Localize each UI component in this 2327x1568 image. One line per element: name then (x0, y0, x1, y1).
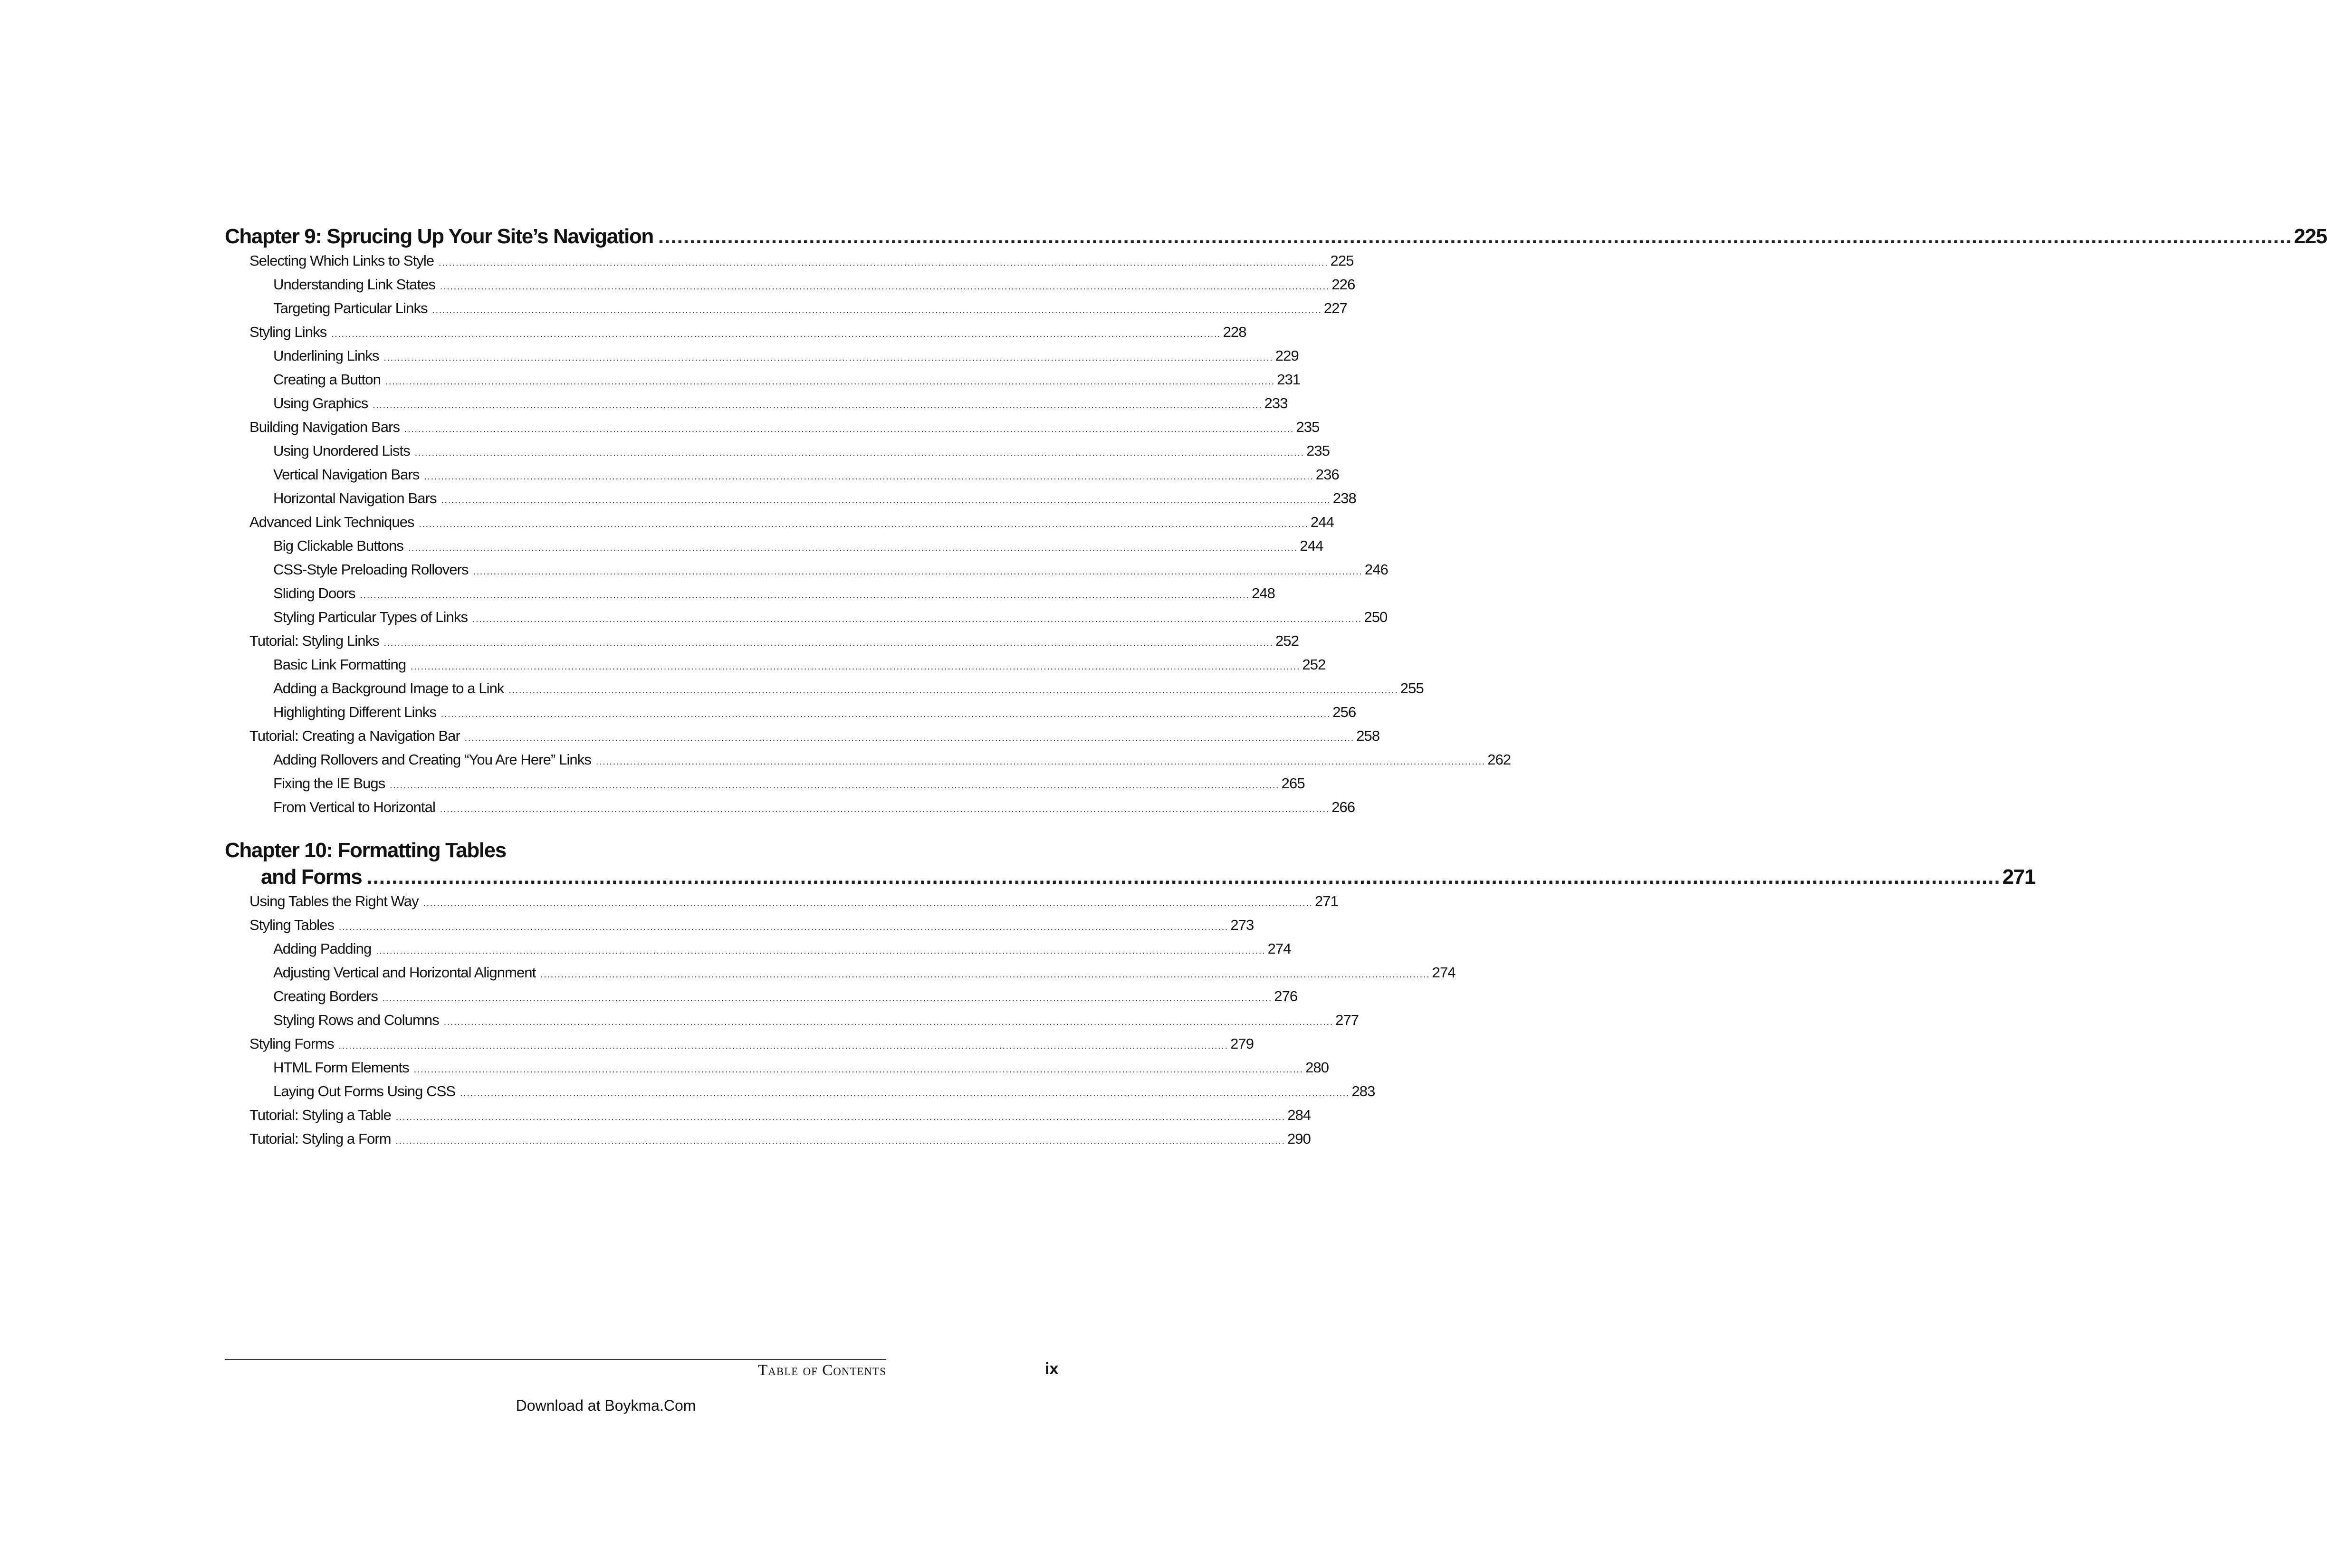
dot-leader: .................................................................................................................................................................................................................................................................... (464, 733, 1355, 743)
chapter-heading-line-2 (225, 865, 2035, 892)
dot-leader: .................................................................................................................................................................................................................................................................... (366, 865, 2001, 889)
toc-entry-label: Vertical Navigation Bars (273, 466, 420, 483)
dot-leader: .................................................................................................................................................................................................................................................................... (331, 329, 1221, 339)
chapter-entries (225, 252, 1511, 822)
toc-entry-label: Big Clickable Buttons (273, 537, 404, 554)
toc-entry-page-number: 229 (1275, 347, 1299, 364)
toc-entry-label: Underlining Links (273, 347, 379, 364)
dot-leader: .................................................................................................................................................................................................................................................................... (408, 543, 1298, 553)
toc-entry-page-number: 226 (1331, 276, 1355, 293)
toc-entry (225, 537, 1323, 561)
toc-entry-label: Tutorial: Styling a Form (249, 1130, 391, 1147)
toc-entry-label: Understanding Link States (273, 276, 436, 293)
toc-entry-page-number: 290 (1287, 1130, 1311, 1147)
toc-entry (225, 893, 1338, 917)
toc-entry-label: Selecting Which Links to Style (249, 252, 434, 269)
toc-entry (225, 1107, 1311, 1130)
toc-entry (225, 371, 1301, 395)
table-of-contents (225, 225, 2327, 1154)
dot-leader: .................................................................................................................................................................................................................................................................... (658, 225, 2292, 248)
toc-entry-label: Tutorial: Creating a Navigation Bar (249, 727, 460, 744)
toc-entry (225, 514, 1334, 537)
toc-entry-page-number: 266 (1331, 799, 1355, 815)
toc-entry (225, 964, 1456, 988)
toc-entry-page-number: 273 (1230, 917, 1254, 933)
toc-entry-page-number: 271 (1314, 893, 1338, 909)
toc-entry-label: Styling Forms (249, 1035, 334, 1052)
toc-entry-label: Advanced Link Techniques (249, 514, 414, 530)
toc-entry-label: From Vertical to Horizontal (273, 799, 435, 815)
chapter-entries (225, 893, 1456, 1154)
chapter-heading (225, 225, 2327, 251)
dot-leader: .................................................................................................................................................................................................................................................................... (419, 519, 1309, 529)
dot-leader: .................................................................................................................................................................................................................................................................... (395, 1136, 1285, 1146)
toc-entry-label: Fixing the IE Bugs (273, 775, 385, 792)
toc-entry-page-number: 227 (1323, 300, 1347, 316)
toc-entry-label: Styling Rows and Columns (273, 1012, 439, 1028)
dot-leader: .................................................................................................................................................................................................................................................................... (360, 591, 1250, 600)
toc-entry-page-number: 265 (1281, 775, 1305, 792)
toc-entry-label: Styling Links (249, 324, 327, 340)
dot-leader: .................................................................................................................................................................................................................................................................... (432, 306, 1322, 315)
toc-entry (225, 775, 1305, 799)
download-note: Download at Boykma.Com (516, 1397, 696, 1414)
toc-entry-page-number: 244 (1300, 537, 1323, 554)
dot-leader: .................................................................................................................................................................................................................................................................... (338, 1041, 1229, 1051)
chapter-9 (225, 225, 2327, 822)
toc-entry (225, 1035, 1254, 1059)
dot-leader: .................................................................................................................................................................................................................................................................... (443, 1017, 1334, 1027)
toc-entry (225, 751, 1511, 775)
toc-entry-page-number: 279 (1230, 1035, 1254, 1052)
toc-entry-page-number: 231 (1277, 371, 1301, 388)
toc-entry-label: Adding Rollovers and Creating “You Are Here” Links (273, 751, 591, 768)
toc-entry-page-number: 283 (1351, 1083, 1375, 1100)
dot-leader: .................................................................................................................................................................................................................................................................... (508, 686, 1398, 695)
dot-leader: .................................................................................................................................................................................................................................................................... (441, 709, 1331, 719)
dot-leader: .................................................................................................................................................................................................................................................................... (439, 258, 1329, 268)
page-number: ix (1045, 1360, 1059, 1378)
toc-entry-page-number: 255 (1400, 680, 1424, 697)
dot-leader: .................................................................................................................................................................................................................................................................... (441, 496, 1331, 505)
toc-entry (225, 561, 1388, 585)
dot-leader: .................................................................................................................................................................................................................................................................... (385, 377, 1275, 386)
toc-entry-page-number: 284 (1287, 1107, 1311, 1123)
toc-entry-label: Styling Tables (249, 917, 335, 933)
toc-entry (225, 466, 1339, 490)
toc-entry (225, 704, 1356, 727)
toc-entry (225, 656, 1326, 680)
toc-entry-label: Laying Out Forms Using CSS (273, 1083, 456, 1100)
toc-entry-page-number: 235 (1296, 419, 1320, 435)
toc-entry-page-number: 228 (1223, 324, 1246, 340)
toc-entry-page-number: 274 (1267, 940, 1291, 957)
dot-leader: .................................................................................................................................................................................................................................................................... (413, 1065, 1304, 1074)
toc-entry-page-number: 250 (1364, 609, 1388, 625)
toc-entry-page-number: 276 (1274, 988, 1298, 1004)
chapter-page-number: 271 (2002, 865, 2035, 889)
toc-entry (225, 940, 1291, 964)
toc-entry-label: Building Navigation Bars (249, 419, 400, 435)
toc-entry-label: Using Unordered Lists (273, 442, 410, 459)
toc-entry-page-number: 236 (1315, 466, 1339, 483)
toc-entry-label: Horizontal Navigation Bars (273, 490, 437, 507)
chapter-title: Chapter 9: Sprucing Up Your Site’s Navigation (225, 225, 653, 248)
toc-entry (225, 395, 1288, 419)
toc-entry (225, 252, 1354, 276)
toc-entry (225, 632, 1299, 656)
toc-entry (225, 419, 1320, 442)
toc-entry-label: Creating Borders (273, 988, 378, 1004)
dot-leader: .................................................................................................................................................................................................................................................................... (339, 922, 1229, 932)
toc-entry-page-number: 246 (1364, 561, 1388, 578)
toc-entry-page-number: 238 (1332, 490, 1356, 507)
dot-leader: .................................................................................................................................................................................................................................................................... (423, 899, 1313, 908)
toc-entry (225, 300, 1347, 324)
toc-entry-label: Highlighting Different Links (273, 704, 436, 720)
toc-entry-page-number: 233 (1264, 395, 1288, 411)
toc-entry (225, 490, 1356, 514)
dot-leader: .................................................................................................................................................................................................................................................................... (376, 946, 1266, 956)
toc-entry-label: Creating a Button (273, 371, 381, 388)
footer-rule (225, 1359, 886, 1360)
toc-entry-label: Tutorial: Styling Links (249, 632, 379, 649)
chapter-title: Chapter 10: Formatting Tables (225, 839, 506, 862)
dot-leader: .................................................................................................................................................................................................................................................................... (383, 638, 1274, 648)
dot-leader: .................................................................................................................................................................................................................................................................... (540, 970, 1430, 979)
toc-entry-label: Tutorial: Styling a Table (249, 1107, 392, 1123)
dot-leader: .................................................................................................................................................................................................................................................................... (473, 567, 1363, 576)
toc-entry-label: Styling Particular Types of Links (273, 609, 468, 625)
chapter-10 (225, 839, 2035, 1154)
dot-leader: .................................................................................................................................................................................................................................................................... (424, 472, 1314, 481)
toc-entry (225, 276, 1355, 300)
toc-entry-page-number: 258 (1356, 727, 1380, 744)
toc-entry-page-number: 225 (1330, 252, 1354, 269)
toc-entry-label: Sliding Doors (273, 585, 355, 602)
dot-leader: .................................................................................................................................................................................................................................................................... (595, 757, 1486, 766)
dot-leader: .................................................................................................................................................................................................................................................................... (382, 994, 1273, 1003)
toc-entry-label: Adding Padding (273, 940, 372, 957)
chapter-heading-line-1 (225, 839, 886, 865)
toc-entry-label: Basic Link Formatting (273, 656, 406, 673)
toc-entry-label: Adjusting Vertical and Horizontal Alignment (273, 964, 536, 981)
toc-entry-page-number: 277 (1335, 1012, 1359, 1028)
toc-entry-label: CSS-Style Preloading Rollovers (273, 561, 469, 578)
toc-entry (225, 917, 1254, 940)
toc-entry-page-number: 256 (1332, 704, 1356, 720)
dot-leader: .................................................................................................................................................................................................................................................................... (404, 424, 1294, 434)
dot-leader: .................................................................................................................................................................................................................................................................... (396, 1112, 1286, 1122)
toc-entry-page-number: 262 (1487, 751, 1511, 768)
toc-entry (225, 1012, 1359, 1035)
dot-leader: .................................................................................................................................................................................................................................................................... (414, 448, 1305, 458)
toc-entry-label: Using Graphics (273, 395, 368, 411)
toc-entry (225, 1083, 1375, 1107)
toc-entry-page-number: 235 (1306, 442, 1330, 459)
toc-entry (225, 1130, 1311, 1154)
toc-entry-label: Adding a Background Image to a Link (273, 680, 504, 697)
toc-entry-page-number: 252 (1275, 632, 1299, 649)
toc-entry-page-number: 252 (1302, 656, 1326, 673)
toc-entry-label: Targeting Particular Links (273, 300, 428, 316)
toc-entry-page-number: 280 (1305, 1059, 1329, 1076)
dot-leader: .................................................................................................................................................................................................................................................................... (373, 401, 1263, 410)
toc-entry (225, 799, 1355, 822)
toc-entry (225, 727, 1380, 751)
dot-leader: .................................................................................................................................................................................................................................................................... (383, 353, 1274, 363)
toc-entry (225, 585, 1275, 609)
toc-entry (225, 324, 1246, 347)
toc-entry-page-number: 274 (1432, 964, 1456, 981)
dot-leader: .................................................................................................................................................................................................................................................................... (460, 1089, 1350, 1098)
toc-entry (225, 1059, 1329, 1083)
dot-leader: .................................................................................................................................................................................................................................................................... (440, 282, 1330, 291)
toc-entry (225, 347, 1299, 371)
toc-entry-label: HTML Form Elements (273, 1059, 409, 1076)
running-footer-title: Table of Contents (758, 1362, 886, 1379)
dot-leader: .................................................................................................................................................................................................................................................................... (411, 662, 1301, 671)
toc-entry-page-number: 248 (1251, 585, 1275, 602)
toc-entry-page-number: 244 (1310, 514, 1334, 530)
dot-leader: .................................................................................................................................................................................................................................................................... (440, 804, 1330, 814)
toc-entry-label: Using Tables the Right Way (249, 893, 419, 909)
toc-entry (225, 988, 1298, 1012)
toc-entry (225, 609, 1388, 632)
toc-entry (225, 680, 1424, 704)
chapter-page-number: 225 (2294, 225, 2327, 248)
chapter-title-continued: and Forms (261, 865, 362, 889)
toc-entry (225, 442, 1330, 466)
dot-leader: .................................................................................................................................................................................................................................................................... (390, 781, 1280, 790)
dot-leader: .................................................................................................................................................................................................................................................................... (472, 614, 1362, 624)
